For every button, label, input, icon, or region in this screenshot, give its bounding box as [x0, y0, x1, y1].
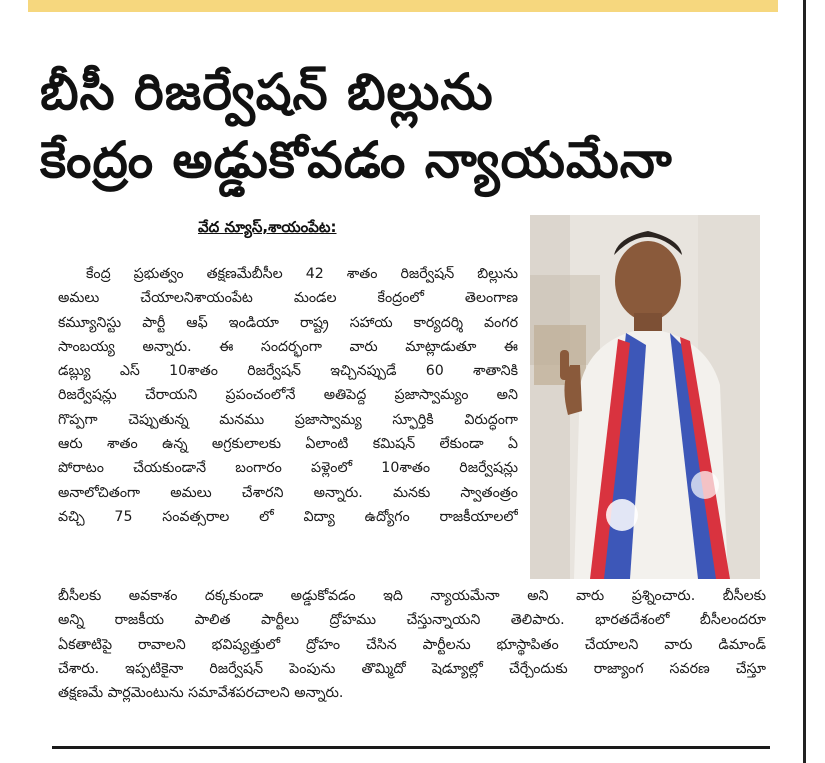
- body-line: వచ్చి 75 సంవత్సరాల లో విద్యా ఉద్యోగం రాజకీయాలలో: [58, 508, 518, 525]
- article-body-wide: [58, 584, 766, 705]
- body-line: డబ్ల్యు ఎస్ 10శాతం రిజర్వేషన్ ఇచ్చినప్పుడే 60 శాతానికి: [58, 363, 518, 380]
- body-line: బీసీలకు అవకాశం దక్కకుండా అడ్డుకోవడం ఇది న్యాయమేనా అని వారు ప్రశ్నించారు. బీసీలకు: [58, 588, 766, 604]
- body-line: సాంబయ్య అన్నారు. ఈ సందర్భంగా వారు మాట్లాడుతూ ఈ: [58, 338, 518, 355]
- body-line: పోరాటం చేయకుండానే బంగారం పళ్లెంలో 10శాతం రిజర్వేషన్లు: [58, 460, 518, 477]
- column-divider-rule: [803, 0, 806, 763]
- body-line: అమలు చేయాలనిశాయంపేట మండల కేంద్రంలో తెలంగాణ: [58, 290, 518, 307]
- body-line: ఆరు శాతం ఉన్న అగ్రకులాలకు ఏలాంటి కమిషన్ లేకుండా ఏ: [58, 436, 518, 453]
- person-photo-illustration: [530, 215, 760, 579]
- article-photo: [530, 215, 760, 579]
- body-line: కేంద్ర ప్రభుత్వం తక్షణమేబీసీల 42 శాతం రిజర్వేషన్ బిల్లును: [86, 266, 518, 282]
- body-line: రిజర్వేషన్లు చేరాయని ప్రపంచంలోనే అతిపెద్ద ప్రజాస్వామ్యం అని: [58, 387, 518, 404]
- body-line: చేశారు. ఇప్పటికైనా రిజర్వేషన్ పెంపును తొమ్మిదో షెడ్యూల్లో చేర్చేందుకు రాజ్యాంగ సవరణ చేస్తూ: [58, 660, 766, 677]
- body-line: కమ్యూనిస్టు పార్టీ ఆఫ్ ఇండియా రాష్ట్ర సహాయ కార్యదర్శి వంగర: [58, 314, 518, 331]
- body-line: అనాలోచితంగా అమలు చేశారని అన్నారు. మనకు స్వాతంత్రం: [58, 484, 518, 501]
- body-line: గొప్పగా చెప్పుతున్న మనము ప్రజాస్వామ్య స్ఫూర్తికి విరుద్ధంగా: [58, 411, 518, 428]
- article-bottom-rule: [52, 746, 770, 749]
- headline-line-1: బీసీ రిజర్వేషన్ బిల్లును: [40, 63, 494, 121]
- headline-line-2: కేంద్రం అడ్డుకోవడం న్యాయమేనా: [40, 131, 673, 189]
- top-color-band: [28, 0, 778, 12]
- body-line: ఏకతాటిపై రావాలని భవిష్యత్తులో ద్రోహం చేసిన పార్టీలను భూస్థాపితం చేయాలని వారు డిమాండ్: [58, 636, 766, 653]
- body-line: అన్ని రాజకీయ పాలిత పార్టీలు ద్రోహము చేస్తున్నాయని తెలిపారు. భారతదేశంలో బీసీలందరూ: [58, 612, 766, 629]
- article-byline: వేద న్యూస్,శాయంపేట:: [198, 218, 337, 236]
- article-headline: [40, 58, 780, 194]
- article-body-column: [58, 262, 518, 529]
- body-line: తక్షణమే పార్లమెంటును సమావేశపరచాలని అన్నారు.: [58, 685, 344, 702]
